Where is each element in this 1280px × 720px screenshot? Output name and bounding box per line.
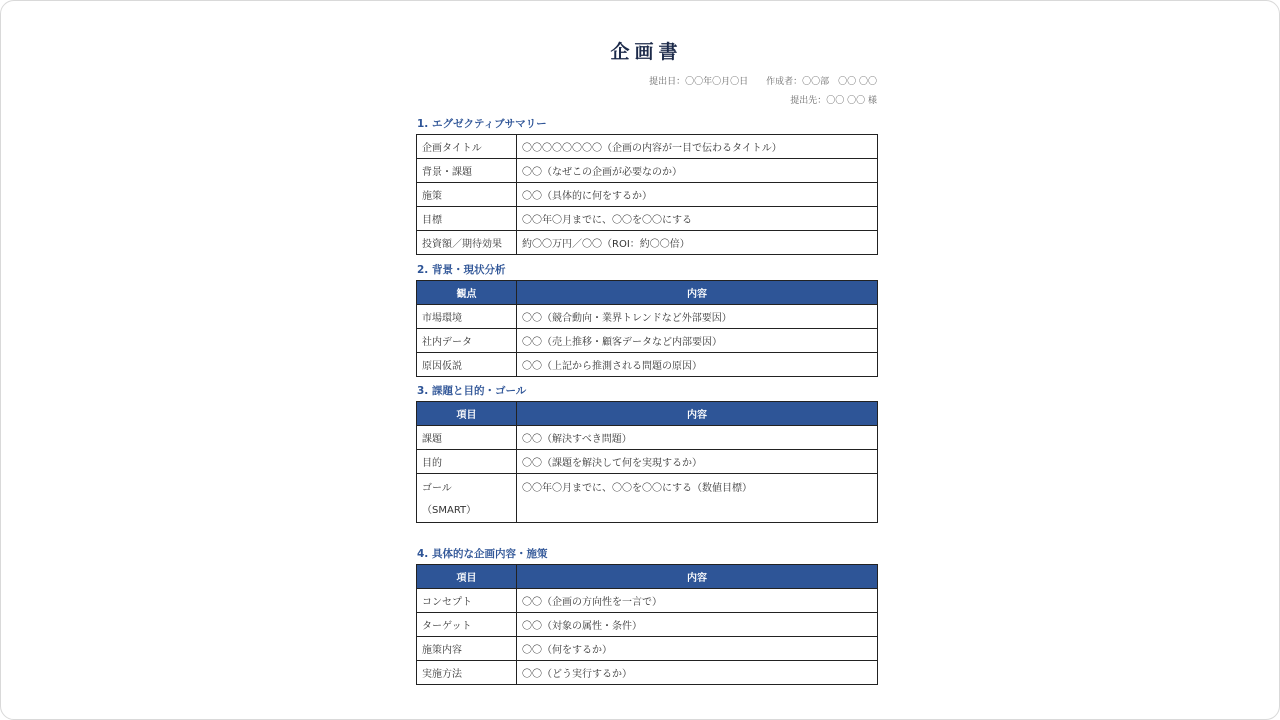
column-header: 内容 <box>517 565 878 589</box>
row-value: 〇〇（解決すべき問題） <box>517 426 878 450</box>
column-header: 項目 <box>417 402 517 426</box>
row-label: 投資額／期待効果 <box>417 231 517 255</box>
analysis-table <box>416 280 878 377</box>
row-value: 〇〇（課題を解決して何を実現するか） <box>517 450 878 474</box>
row-label: 目的 <box>417 450 517 474</box>
table-row <box>417 450 878 474</box>
goal-sub-label: （SMART） <box>422 505 477 516</box>
row-label: コンセプト <box>417 589 517 613</box>
table-row <box>417 135 878 159</box>
row-label: 施策 <box>417 183 517 207</box>
row-value: 〇〇（企画の方向性を一言で） <box>517 589 878 613</box>
row-label: 原因仮説 <box>417 353 517 377</box>
plan-table <box>416 564 878 685</box>
summary-table <box>416 134 878 255</box>
row-label: 市場環境 <box>417 305 517 329</box>
row-value: 〇〇（対象の属性・条件） <box>517 613 878 637</box>
column-header: 項目 <box>417 565 517 589</box>
row-value: 〇〇（具体的に何をするか） <box>517 183 878 207</box>
table-row <box>417 661 878 685</box>
table-row <box>417 613 878 637</box>
row-value: 〇〇（なぜこの企画が必要なのか） <box>517 159 878 183</box>
section-title: 2. 背景・現状分析 <box>417 264 506 276</box>
row-value: 〇〇〇〇〇〇〇〇（企画の内容が一目で伝わるタイトル） <box>517 135 878 159</box>
row-value: 〇〇（売上推移・顧客データなど内部要因） <box>517 329 878 353</box>
table-header-row <box>417 281 878 305</box>
table-header-row <box>417 402 878 426</box>
table-row <box>417 474 878 523</box>
column-header: 内容 <box>517 281 878 305</box>
table-row <box>417 231 878 255</box>
document-title: 企画書 <box>610 41 683 63</box>
row-label: 施策内容 <box>417 637 517 661</box>
row-value: 約〇〇万円／〇〇（ROI：約〇〇倍） <box>517 231 878 255</box>
row-label: 背景・課題 <box>417 159 517 183</box>
row-label: 実施方法 <box>417 661 517 685</box>
table-row <box>417 637 878 661</box>
row-label: 目標 <box>417 207 517 231</box>
row-value: 〇〇（競合動向・業界トレンドなど外部要因） <box>517 305 878 329</box>
section-title: 1. エグゼクティブサマリー <box>417 118 547 130</box>
table-row <box>417 207 878 231</box>
submit-date: 提出日：〇〇年〇月〇日 <box>649 77 749 87</box>
column-header: 内容 <box>517 402 878 426</box>
goal-table <box>416 401 878 523</box>
table-row <box>417 305 878 329</box>
recipient: 提出先：〇〇 〇〇 様 <box>790 96 877 106</box>
row-label: 社内データ <box>417 329 517 353</box>
table-row <box>417 426 878 450</box>
goal-label: ゴール <box>422 483 452 494</box>
table-row <box>417 353 878 377</box>
row-value: 〇〇（どう実行するか） <box>517 661 878 685</box>
section-title: 4. 具体的な企画内容・施策 <box>417 548 548 560</box>
table-row <box>417 159 878 183</box>
row-value: 〇〇（何をするか） <box>517 637 878 661</box>
row-label: ターゲット <box>417 613 517 637</box>
table-row <box>417 183 878 207</box>
row-value: 〇〇年〇月までに、〇〇を〇〇にする <box>517 207 878 231</box>
row-label: 企画タイトル <box>417 135 517 159</box>
row-label: 課題 <box>417 426 517 450</box>
row-value: 〇〇年〇月までに、〇〇を〇〇にする（数値目標） <box>517 474 878 523</box>
row-label <box>417 474 517 523</box>
column-header: 観点 <box>417 281 517 305</box>
document-meta <box>649 74 877 87</box>
author: 作成者：〇〇部 〇〇 〇〇 <box>766 77 877 87</box>
table-header-row <box>417 565 878 589</box>
table-row <box>417 329 878 353</box>
table-row <box>417 589 878 613</box>
section-title: 3. 課題と目的・ゴール <box>417 385 527 397</box>
row-value: 〇〇（上記から推測される問題の原因） <box>517 353 878 377</box>
